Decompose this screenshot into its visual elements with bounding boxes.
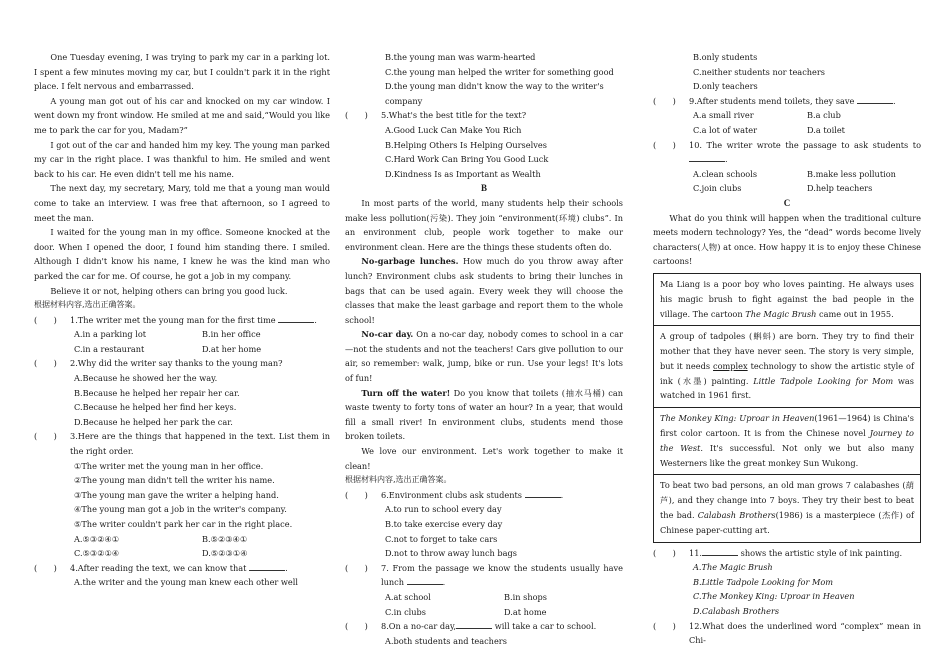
- answer-paren[interactable]: ( ): [34, 314, 57, 325]
- question-8: [345, 619, 623, 634]
- answer-paren[interactable]: ( ): [653, 547, 676, 558]
- answer-paren[interactable]: ( ): [34, 431, 57, 442]
- question-text-end: will take a car to school.: [494, 621, 597, 632]
- option-d[interactable]: D.Kindness Is as Important as Wealth: [385, 168, 541, 179]
- option-a[interactable]: A.Good Luck Can Make You Rich: [385, 124, 522, 135]
- question-text: 10. The writer wrote the passage to ask students to: [689, 139, 921, 150]
- option-c[interactable]: C.The Monkey King: Uproar in Heaven: [693, 591, 855, 602]
- event-4: ④The young man got a job in the writer's company.: [74, 504, 287, 515]
- answer-paren[interactable]: ( ): [345, 110, 368, 121]
- event-2: ②The young man didn't tell the writer his name.: [74, 475, 275, 486]
- question-1: ( ) 1.The writer met the young man for the first time .: [34, 313, 330, 328]
- question-12: [653, 619, 921, 648]
- question-7: ( ) 7. From the passage we know the students usually have lunch .: [345, 561, 623, 590]
- question-text: 11.: [689, 547, 703, 558]
- cartoon-box: Ma Liang is a poor boy who loves painting. He always uses his magic brush to fight against the bad people in the village. The cartoon The Magic Brush came out in 1955.: [654, 274, 920, 326]
- question-10: ( ) 10. The writer wrote the passage to ask students to .: [653, 138, 921, 167]
- option-a[interactable]: A.at school: [385, 591, 431, 602]
- cartoon-boxes: [653, 273, 921, 543]
- question-text: 1.The writer met the young man for the first time: [70, 314, 276, 325]
- answer-blank[interactable]: [689, 153, 725, 162]
- option-b[interactable]: B.Little Tadpole Looking for Mom: [693, 576, 834, 587]
- answer-paren[interactable]: ( ): [345, 562, 368, 573]
- question-6: ( ) 6.Environment clubs ask students .: [345, 488, 623, 503]
- question-9: ( ) 9.After students mend toilets, they save .: [653, 94, 921, 109]
- option-d[interactable]: D.only teachers: [693, 81, 758, 92]
- option-b[interactable]: B.Because he helped her repair her car.: [74, 387, 240, 398]
- paragraph-title: No-car day.: [361, 329, 414, 340]
- question-text: 5.What's the best title for the text?: [381, 110, 527, 121]
- option-a[interactable]: A.⑤③②④①: [74, 533, 120, 544]
- option-d[interactable]: D.Because he helped her park the car.: [74, 416, 233, 427]
- option-b[interactable]: B.Helping Others Is Helping Ourselves: [385, 139, 547, 150]
- option-d[interactable]: D.help teachers: [807, 183, 873, 194]
- story-paragraph: Believe it or not, helping others can bring you good luck.: [50, 285, 288, 296]
- option-c[interactable]: C.a lot of water: [693, 124, 758, 135]
- cartoon-box: A group of tadpoles (蝌蚪) are born. They try to find their mother that they have never seen. The story is very simple, but it needs complex technology to show the artistic style of ink (水墨) painting. Little Tadpole Looking for Mom was watched in 1961 first.: [654, 326, 920, 408]
- option-a[interactable]: A.in a parking lot: [74, 329, 147, 340]
- question-text: 4.After reading the text, we can know that: [70, 562, 247, 573]
- option-c[interactable]: C.Because he helped her find her keys.: [74, 402, 237, 413]
- passage-intro: In most parts of the world, many students help their schools make less pollution(污染). They join “environment(环境) clubs”. In an environment club, people work together to make our environment clean. Here are the things these students often do.: [345, 197, 623, 252]
- question-text: 2.Why did the writer say thanks to the young man?: [70, 358, 283, 369]
- answer-blank[interactable]: [857, 95, 893, 104]
- answer-paren[interactable]: ( ): [653, 139, 676, 150]
- section-heading-b: B: [480, 183, 487, 194]
- event-1: ①The writer met the young man in her office.: [74, 460, 264, 471]
- passage-paragraph: No-garbage lunches. How much do you throw away after lunch? Environment clubs ask students to bring their lunches in bags that can be used again. Every week they will choose the classes that make the least garbage and report them to the whole school!: [345, 256, 624, 325]
- option-c[interactable]: C.Hard Work Can Bring You Good Luck: [385, 154, 549, 165]
- paragraph-title: Turn off the water!: [361, 387, 451, 398]
- option-a[interactable]: A.clean schools: [693, 168, 758, 179]
- answer-blank[interactable]: [249, 562, 285, 571]
- section-heading-c: C: [783, 197, 791, 208]
- answer-paren[interactable]: ( ): [34, 562, 57, 573]
- option-a[interactable]: A.Because he showed her the way.: [74, 373, 218, 384]
- story-paragraph: A young man got out of his car and knocked on my car window. I went down my front window. He smiled at me and said,“Would you like me to park the car for you, Madam?”: [34, 95, 330, 135]
- option-b[interactable]: B.a club: [807, 110, 841, 121]
- question-3: [34, 429, 330, 458]
- option-c[interactable]: C.neither students nor teachers: [693, 66, 826, 77]
- option-b[interactable]: B.only students: [693, 52, 758, 62]
- answer-paren[interactable]: ( ): [34, 358, 57, 369]
- option-d[interactable]: D.the young man didn't know the way to the writer's company: [385, 81, 604, 106]
- passage-paragraph: No-car day. On a no-car day, nobody comes to school in a car—not the students and not the teachers! Cars give pollution to our air, so remember: walk, jump, bike or run. Use your legs! It's lots of fun!: [345, 329, 623, 384]
- question-text: 12.What does the underlined word “complex” mean in Chi-: [689, 620, 921, 646]
- question-4: ( ) 4.After reading the text, we can know that .: [34, 561, 330, 576]
- answer-blank[interactable]: [456, 620, 492, 629]
- option-c[interactable]: C.not to forget to take cars: [385, 533, 498, 544]
- option-c[interactable]: C.the young man helped the writer for something good: [385, 66, 614, 77]
- option-d[interactable]: D.at her home: [202, 343, 262, 354]
- question-2: [34, 356, 330, 371]
- answer-paren[interactable]: ( ): [345, 489, 368, 500]
- question-text: 6.Environment clubs ask students: [381, 489, 522, 500]
- option-b[interactable]: B.make less pollution: [807, 168, 896, 179]
- column-1: [34, 50, 330, 590]
- instruction: 根据材料内容,选出正确答案。: [345, 475, 452, 485]
- option-a[interactable]: A.The Magic Brush: [693, 562, 773, 573]
- option-b[interactable]: B.in her office: [202, 329, 261, 340]
- option-c[interactable]: C.join clubs: [693, 183, 742, 194]
- option-d[interactable]: D.at home: [504, 606, 547, 617]
- answer-blank[interactable]: [702, 547, 738, 556]
- option-b[interactable]: B.to take exercise every day: [385, 519, 503, 529]
- column-2: [345, 50, 623, 648]
- event-3: ③The young man gave the writer a helping hand.: [74, 489, 279, 500]
- option-d[interactable]: D.Calabash Brothers: [693, 606, 780, 617]
- answer-paren[interactable]: ( ): [653, 95, 676, 106]
- instruction: 根据材料内容,选出正确答案。: [34, 300, 141, 310]
- question-text: 7. From the passage we know the students usually have lunch: [381, 562, 623, 588]
- passage-paragraph: We love our environment. Let's work together to make it clean!: [345, 446, 623, 471]
- question-text: 3.Here are the things that happened in the text. List them in the right order.: [70, 431, 330, 457]
- option-c[interactable]: C.in clubs: [385, 606, 426, 617]
- story-paragraph: The next day, my secretary, Mary, told me that a young man would come to take an interview. I was free that afternoon, so I agreed to meet the man.: [34, 183, 330, 223]
- option-b[interactable]: B.⑤②③④①: [202, 533, 248, 544]
- question-text: 9.After students mend toilets, they save: [689, 95, 855, 106]
- option-b[interactable]: B.the young man was warm-hearted: [385, 52, 536, 62]
- cartoon-box: To beat two bad persons, an old man grows 7 calabashes (葫芦), and they change into 7 boys. They try their best to beat the bad. Calabash Brothers(1986) is a masterpiece (杰作) of Chinese paper-cutting art.: [660, 480, 914, 535]
- answer-paren[interactable]: ( ): [345, 621, 368, 632]
- option-c[interactable]: C.in a restaurant: [74, 343, 145, 354]
- option-a[interactable]: A.both students and teachers: [385, 635, 507, 646]
- passage-intro: What do you think will happen when the traditional culture meets modern technology? Yes, the “dead” words become lively characters(人物) at once. How happy it is to enjoy these Chinese cartoons!: [653, 212, 921, 267]
- option-a[interactable]: A.the writer and the young man knew each other well: [74, 577, 299, 588]
- option-d[interactable]: D.a toilet: [807, 124, 845, 135]
- answer-blank[interactable]: [407, 576, 443, 585]
- underlined-word: complex: [713, 360, 748, 371]
- story-paragraph: One Tuesday evening, I was trying to park my car in a parking lot. I spent a few minutes moving my car, but I couldn't park it in the right place. I felt nervous and embarrassed.: [34, 52, 330, 92]
- option-a[interactable]: A.a small river: [693, 110, 754, 121]
- option-a[interactable]: A.to run to school every day: [385, 504, 502, 515]
- passage-paragraph: Turn off the water! Do you know that toilets (抽水马桶) can waste twenty to forty tons of water an hour? In a year, that would fill a small river! In environment clubs, students mend those broken toilets.: [345, 387, 623, 442]
- answer-paren[interactable]: ( ): [653, 620, 676, 631]
- column-3: [653, 50, 921, 648]
- cartoon-box: The Monkey King: Uproar in Heaven(1961—1964) is China's first color cartoon. It is from the Chinese novel Journey to the West. It's successful. Not only we but also many Westerners like the great monkey Sun Wukong.: [654, 408, 920, 475]
- question-text: 8.On a no-car day,: [381, 621, 457, 632]
- event-5: ⑤The writer couldn't park her car in the right place.: [74, 519, 293, 529]
- story-paragraph: I got out of the car and handed him my key. The young man parked my car in the right place. I was thankful to him. He smiled and went back to his car. He even didn't tell me his name.: [34, 139, 330, 179]
- option-b[interactable]: B.in shops: [504, 591, 547, 602]
- answer-blank[interactable]: [525, 489, 561, 498]
- question-5: [345, 108, 623, 123]
- story-paragraph: I waited for the young man in my office. Someone knocked at the door. When I opened the door, I found him standing there. I smiled. Although I didn't know his name, I knew he was the kind man who parked the car for me. Of course, he got a job in my company.: [34, 227, 330, 281]
- answer-blank[interactable]: [278, 314, 314, 323]
- option-c[interactable]: C.⑤③②①④: [74, 548, 120, 559]
- question-11: [653, 546, 921, 561]
- option-d[interactable]: D.not to throw away lunch bags: [385, 548, 517, 559]
- paragraph-title: No-garbage lunches.: [361, 256, 459, 267]
- option-d[interactable]: D.⑤②③①④: [202, 548, 248, 559]
- question-text-end: shows the artistic style of ink painting.: [738, 547, 903, 558]
